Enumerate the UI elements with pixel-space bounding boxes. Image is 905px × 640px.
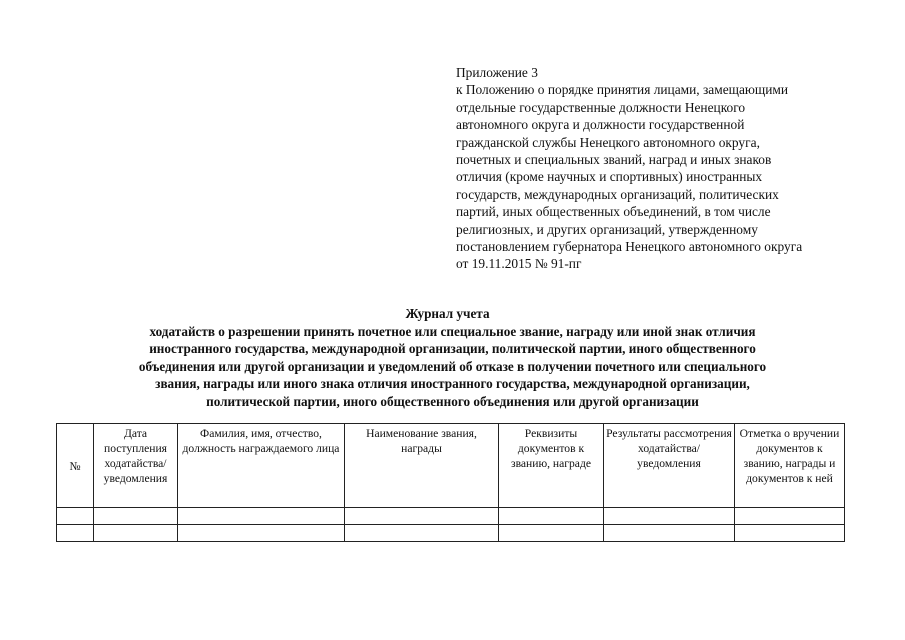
column-header-award: Наименование звания, награды xyxy=(345,424,499,508)
appendix-line: к Положению о порядке принятия лицами, замещающими xyxy=(456,82,789,98)
table-cell xyxy=(57,525,94,542)
column-header-results: Результаты рассмотрения ходатайства/ уведомления xyxy=(604,424,735,508)
appendix-line: постановлением губернатора Ненецкого автономного округа xyxy=(456,239,803,255)
table-cell xyxy=(604,525,735,542)
table-cell xyxy=(499,508,604,525)
column-header-number: № xyxy=(57,424,94,508)
appendix-line: отдельные государственные должности Ненецкого xyxy=(456,99,746,115)
appendix-line: отличия (кроме научных и спортивных) иностранных xyxy=(456,169,763,185)
table-cell xyxy=(178,508,345,525)
appendix-line: гражданской службы Ненецкого автономного округа, xyxy=(456,134,760,150)
appendix-line: Приложение 3 xyxy=(456,65,538,80)
appendix-line: религиозных, и других организаций, утвержденному xyxy=(456,221,758,237)
table-cell xyxy=(94,525,178,542)
table-row xyxy=(57,508,845,525)
column-header-delivery-mark: Отметка о вручении документов к званию, награды и документов к ней xyxy=(735,424,845,508)
column-header-person: Фамилия, имя, отчество, должность награждаемого лица xyxy=(178,424,345,508)
appendix-line: государств, международных организаций, политических xyxy=(456,186,779,202)
journal-subtitle-line: иностранного государства, международной организации, политической партии, иного общественного xyxy=(149,341,756,357)
table-header-row xyxy=(57,424,845,508)
table-cell xyxy=(178,525,345,542)
column-header-date: Дата поступления ходатайства/ уведомления xyxy=(94,424,178,508)
appendix-line: почетных и специальных званий, наград и иных знаков xyxy=(456,152,772,168)
table-cell xyxy=(735,508,845,525)
table-cell xyxy=(57,508,94,525)
journal-title: Журнал учета xyxy=(405,306,490,321)
journal-subtitle-line: звания, награды или иного знака отличия иностранного государства, международной организации, xyxy=(155,376,750,392)
table-cell xyxy=(345,525,499,542)
table-row xyxy=(57,525,845,542)
appendix-line: партий, иных общественных объединений, в том числе xyxy=(456,204,771,220)
appendix-line: от 19.11.2015 № 91-пг xyxy=(456,256,582,272)
table-cell xyxy=(735,525,845,542)
journal-subtitle-line: политической партии, иного общественного объединения или другой организации xyxy=(206,393,699,409)
journal-subtitle-line: объединения или другой организации и уведомлений об отказе в получении почетного или специального xyxy=(138,358,767,374)
appendix-line: автономного округа и должности государственной xyxy=(456,117,745,133)
journal-table xyxy=(56,423,845,542)
appendix-block xyxy=(456,64,876,273)
journal-heading xyxy=(0,305,905,411)
table-cell xyxy=(604,508,735,525)
table-cell xyxy=(94,508,178,525)
table-cell xyxy=(499,525,604,542)
column-header-documents: Реквизиты документов к званию, награде xyxy=(499,424,604,508)
journal-subtitle-line: ходатайств о разрешении принять почетное или специальное звание, награду или иной знак отличия xyxy=(149,323,756,339)
table-cell xyxy=(345,508,499,525)
